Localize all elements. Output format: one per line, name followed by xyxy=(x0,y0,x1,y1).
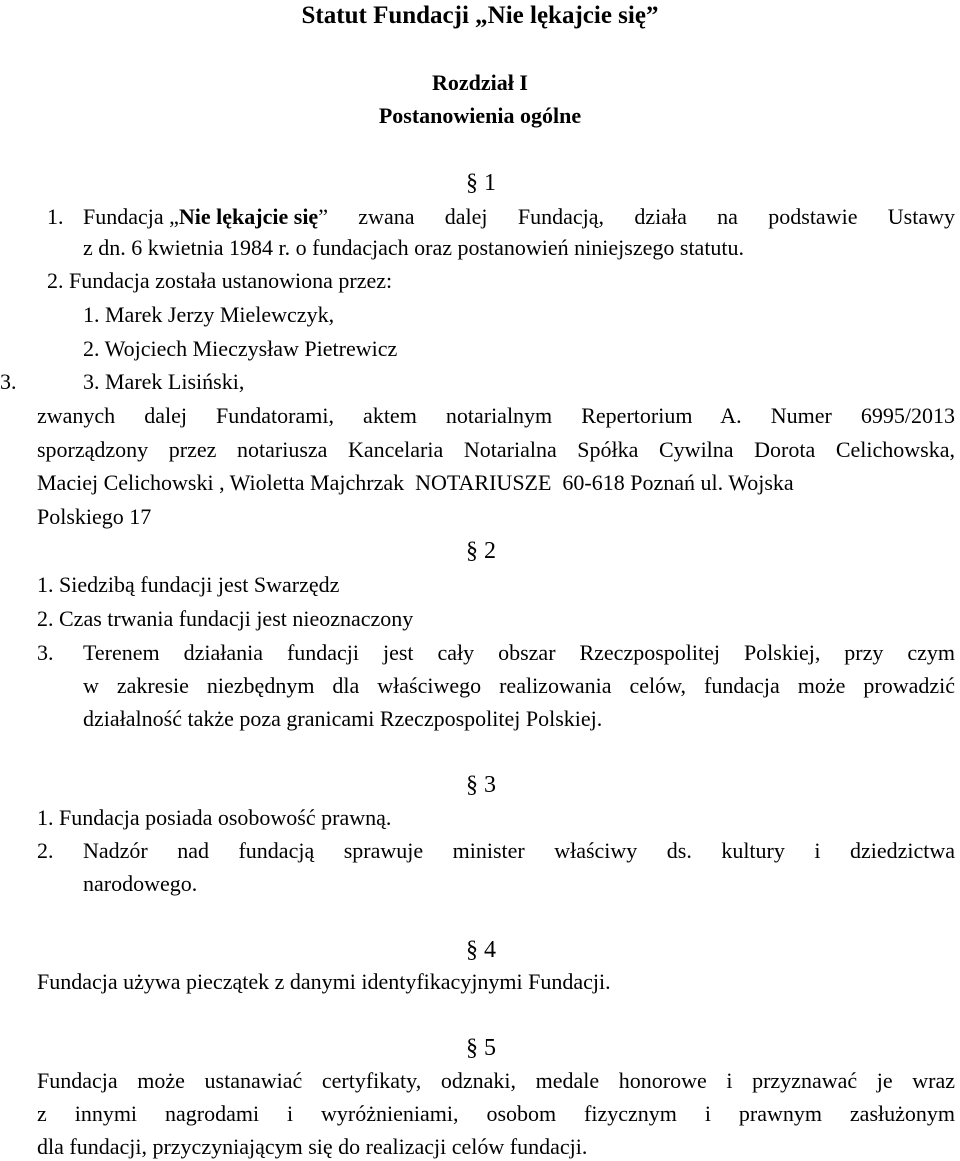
chapter-name: Postanowienia ogólne xyxy=(378,103,582,128)
founder-3-outer-number: 3. xyxy=(0,369,17,394)
founder-3: 3. Marek Lisiński, xyxy=(83,369,245,394)
s2-p1: 1. Siedzibą fundacji jest Swarzędz xyxy=(37,572,340,597)
s1-p1-prefix: Fundacja „ xyxy=(83,204,179,229)
s3-p2-line1: Nadzór nad fundacją sprawuje minister właściwy ds. kultury i dziedzictwa xyxy=(83,838,955,863)
s1-text-line2: sporządzony przez notariusza Kancelaria Notarialna Spółka Cywilna Dorota Celichowska, xyxy=(37,437,955,462)
foundation-name: Nie lękajcie się xyxy=(178,204,319,229)
s5-line2: z innymi nagrodami i wyróżnieniami, osobom fizycznym i prawnym zasłużonym xyxy=(37,1101,955,1126)
s1-p1-line1 xyxy=(83,204,955,230)
document-title: Statut Fundacji „Nie lękajcie się” xyxy=(301,2,659,29)
s1-p1-suffix: ” zwana dalej Fundacją, działa na podstawie Ustawy xyxy=(318,204,955,229)
s5-line3: dla fundacji, przyczyniającym się do realizacji celów fundacji. xyxy=(37,1134,588,1159)
section-5-mark: § 5 xyxy=(466,1035,496,1061)
section-2-mark: § 2 xyxy=(466,538,496,564)
section-1-mark: § 1 xyxy=(466,170,496,196)
chapter-number: Rozdział I xyxy=(432,70,528,95)
s2-p2: 2. Czas trwania fundacji jest nieoznaczony xyxy=(37,606,414,631)
section-3-mark: § 3 xyxy=(466,772,496,798)
s2-p3-number: 3. xyxy=(37,640,54,665)
s4-text: Fundacja używa pieczątek z danymi identyfikacyjnymi Fundacji. xyxy=(37,969,611,994)
s2-p3-line2: w zakresie niezbędnym dla właściwego realizowania celów, fundacja może prowadzić xyxy=(83,673,955,698)
s1-p1-number: 1. xyxy=(47,204,64,229)
s1-text-line3: Maciej Celichowski , Wioletta Majchrzak NOTARIUSZE 60-618 Poznań ul. Wojska xyxy=(37,470,794,495)
s3-p2-line2: narodowego. xyxy=(83,871,198,896)
s1-p2: 2. Fundacja została ustanowiona przez: xyxy=(47,268,393,293)
founder-2: 2. Wojciech Mieczysław Pietrewicz xyxy=(83,336,398,361)
s2-p3-line1: Terenem działania fundacji jest cały obszar Rzeczpospolitej Polskiej, przy czym xyxy=(83,640,955,665)
founder-1: 1. Marek Jerzy Mielewczyk, xyxy=(83,302,335,327)
s1-text-line1: zwanych dalej Fundatorami, aktem notarialnym Repertorium A. Numer 6995/2013 xyxy=(37,403,955,428)
s3-p1: 1. Fundacja posiada osobowość prawną. xyxy=(37,805,392,830)
s2-p3-line3: działalność także poza granicami Rzeczpospolitej Polskiej. xyxy=(83,706,603,731)
section-4-mark: § 4 xyxy=(466,937,496,963)
s3-p2-number: 2. xyxy=(37,838,54,863)
s1-p1-line2: z dn. 6 kwietnia 1984 r. o fundacjach oraz postanowień niniejszego statutu. xyxy=(83,235,745,260)
s5-line1: Fundacja może ustanawiać certyfikaty, odznaki, medale honorowe i przyznawać je wraz xyxy=(37,1068,955,1093)
s1-text-line4: Polskiego 17 xyxy=(37,504,152,529)
